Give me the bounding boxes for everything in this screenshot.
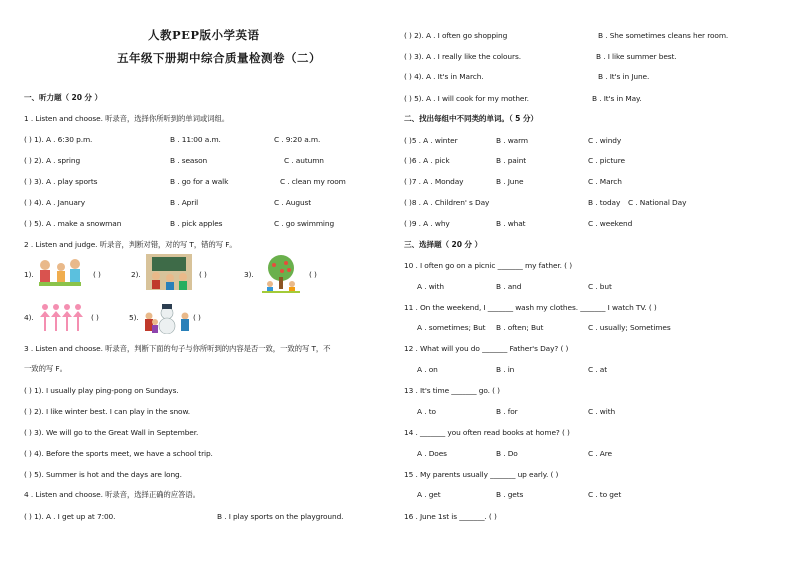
statement-row: ( ) 3). We will go to the Great Wall in September. <box>24 428 199 437</box>
question-stem: ( ) 5). A . make a snowman <box>24 219 122 228</box>
option-b: B . paint <box>496 156 527 165</box>
option-c: C . to get <box>588 490 622 499</box>
odd-one-out-row <box>404 136 784 145</box>
option-b: B . season <box>170 156 208 165</box>
question-stem: ( ) 2). A . spring <box>24 156 81 165</box>
response-a: ( ) 3). A . I really like the colours. <box>404 52 521 61</box>
instruction-part-4: 4 . Listen and choose. 听录音，选择正确的应答语。 <box>24 490 200 499</box>
choice-question: 16 . June 1st is _______. ( ) <box>404 512 497 521</box>
choice-question: 13 . It's time _______ go. ( ) <box>404 386 500 395</box>
question-stem: ( )5 . A . winter <box>404 136 458 145</box>
response-b: B . I play sports on the playground. <box>217 512 344 521</box>
answer-bracket[interactable]: ( ) <box>309 270 317 279</box>
ballet-dancers-picture <box>38 303 84 339</box>
title-line-2: 五年级下册期中综合质量检测卷（二） <box>117 51 321 65</box>
question-stem: ( ) 1). A . 6:30 p.m. <box>24 135 93 144</box>
option-c: C . autumn <box>284 156 324 165</box>
option-b: B . gets <box>496 490 524 499</box>
statement-row: ( ) 4). Before the sports meet, we have a school trip. <box>24 449 213 458</box>
question-row <box>24 177 384 186</box>
option-c: C . National Day <box>628 198 687 207</box>
question-stem: ( ) 3). A . play sports <box>24 177 98 186</box>
response-row <box>24 512 384 521</box>
question-row <box>24 156 384 165</box>
choice-options-row <box>417 365 777 374</box>
question-row <box>24 198 384 207</box>
option-b: B . April <box>170 198 199 207</box>
question-row <box>24 219 384 228</box>
instruction-part-1: 1 . Listen and choose. 听录音，选择你所听到的单词或词组。 <box>24 114 230 123</box>
picture-item-label: 5). <box>129 313 139 322</box>
response-a: ( ) 2). A . I often go shopping <box>404 31 508 40</box>
answer-bracket[interactable]: ( ) <box>93 270 101 279</box>
choice-options-row <box>417 449 777 458</box>
answer-bracket[interactable]: ( ) <box>199 270 207 279</box>
classroom-picture <box>146 254 192 294</box>
choice-options-row <box>417 323 777 332</box>
option-b: B . and <box>496 282 522 291</box>
question-stem: ( )9 . A . why <box>404 219 450 228</box>
statement-row: ( ) 2). I like winter best. I can play in the snow. <box>24 407 190 416</box>
response-b: B . I like summer best. <box>596 52 677 61</box>
option-c: C . weekend <box>588 219 633 228</box>
option-c: C . go swimming <box>274 219 335 228</box>
choice-options-row <box>417 282 777 291</box>
option-c: C . windy <box>588 136 622 145</box>
section-heading-listening: 一、听力题（ 20 分 ） <box>24 93 102 102</box>
option-b: B . in <box>496 365 515 374</box>
option-c: C . usually; Sometimes <box>588 323 671 332</box>
option-c: C . but <box>588 282 612 291</box>
response-a: ( ) 4). A . It's in March. <box>404 72 484 81</box>
statement-row: ( ) 5). Summer is hot and the days are long. <box>24 470 182 479</box>
choice-options-row <box>417 407 777 416</box>
option-a: A . to <box>417 407 436 416</box>
choice-options-row <box>417 490 777 499</box>
family-picture <box>35 258 85 292</box>
option-b: B . today <box>588 198 621 207</box>
option-c: C . August <box>274 198 312 207</box>
option-b: B . pick apples <box>170 219 223 228</box>
question-row <box>24 135 384 144</box>
option-a: A . sometimes; But <box>417 323 486 332</box>
option-b: B . June <box>496 177 524 186</box>
option-a: A . get <box>417 490 441 499</box>
option-b: B . often; But <box>496 323 544 332</box>
snowman-picture <box>143 302 191 338</box>
option-b: B . go for a walk <box>170 177 229 186</box>
option-b: B . what <box>496 219 526 228</box>
picture-item-label: 2). <box>131 270 141 279</box>
response-a: ( ) 5). A . I will cook for my mother. <box>404 94 529 103</box>
response-b: B . It's in June. <box>598 72 650 81</box>
instruction-part-2: 2 . Listen and judge. 听录音，判断对错，对的写 T，错的写 F。 <box>24 240 237 249</box>
question-stem: ( )6 . A . pick <box>404 156 450 165</box>
question-stem: ( )8 . A . Children' s Day <box>404 198 490 207</box>
apple-tree-picture <box>262 253 300 297</box>
option-a: A . with <box>417 282 444 291</box>
response-b: B . She sometimes cleans her room. <box>598 31 729 40</box>
response-row <box>404 31 784 40</box>
odd-one-out-row <box>404 219 784 228</box>
title-line-1: 人教PEP版小学英语 <box>148 28 260 42</box>
question-stem: ( )7 . A . Monday <box>404 177 464 186</box>
odd-one-out-row <box>404 198 784 207</box>
option-a: A . on <box>417 365 438 374</box>
choice-question: 14 . _______ you often read books at home? ( ) <box>404 428 570 437</box>
response-b: B . It's in May. <box>592 94 642 103</box>
section-heading-choice: 三、选择题（ 20 分 ） <box>404 240 482 249</box>
option-c: C . Are <box>588 449 612 458</box>
response-row <box>404 52 784 61</box>
picture-item-label: 4). <box>24 313 34 322</box>
choice-question: 10 . I often go on a picnic _______ my father. ( ) <box>404 261 572 270</box>
response-row <box>404 94 784 103</box>
option-a: A . Does <box>417 449 447 458</box>
option-b: B . Do <box>496 449 518 458</box>
option-b: B . 11:00 a.m. <box>170 135 221 144</box>
odd-one-out-row <box>404 156 784 165</box>
response-row <box>404 72 784 81</box>
option-c: C . March <box>588 177 622 186</box>
instruction-part-3: 3 . Listen and choose. 听录音，判断下面的句子与你所听到的内容是否一致，一致的写 T，不 <box>24 344 331 353</box>
option-b: B . for <box>496 407 518 416</box>
option-c: C . picture <box>588 156 625 165</box>
question-stem: ( ) 4). A . January <box>24 198 85 207</box>
odd-one-out-row <box>404 177 784 186</box>
choice-question: 12 . What will you do _______ Father's Day? ( ) <box>404 344 569 353</box>
answer-bracket[interactable]: ( ) <box>193 313 201 322</box>
response-a: ( ) 1). A . I get up at 7:00. <box>24 512 116 521</box>
picture-item-label: 3). <box>244 270 254 279</box>
option-c: C . clean my room <box>280 177 346 186</box>
instruction-part-3-cont: 一致的写 F。 <box>24 364 67 373</box>
option-b: B . warm <box>496 136 528 145</box>
choice-question: 15 . My parents usually _______ up early. ( ) <box>404 470 559 479</box>
option-c: C . 9:20 a.m. <box>274 135 321 144</box>
section-heading-odd-one-out: 二、找出每组中不同类的单词。（ 5 分） <box>404 114 538 123</box>
option-c: C . at <box>588 365 608 374</box>
answer-bracket[interactable]: ( ) <box>91 313 99 322</box>
picture-item-label: 1). <box>24 270 34 279</box>
option-c: C . with <box>588 407 616 416</box>
choice-question: 11 . On the weekend, I _______ wash my clothes. _______ I watch TV. ( ) <box>404 303 657 312</box>
statement-row: ( ) 1). I usually play ping-pong on Sundays. <box>24 386 179 395</box>
